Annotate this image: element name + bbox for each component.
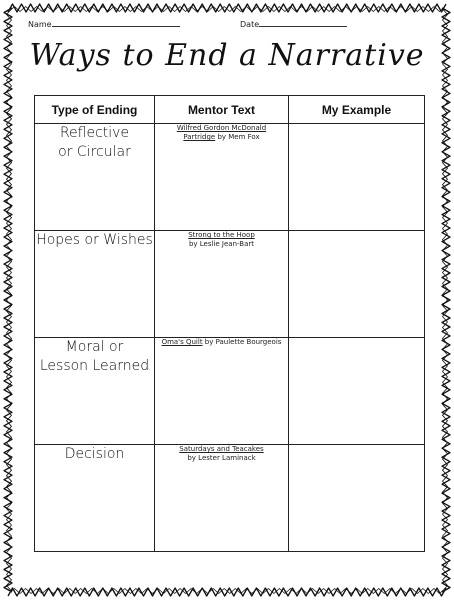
mentor-cell	[155, 338, 289, 445]
mentor-title: Wilfred Gordon McDonald	[176, 124, 267, 132]
name-field[interactable]	[28, 18, 180, 29]
type-cell	[35, 231, 155, 338]
type-cell	[35, 445, 155, 552]
date-field[interactable]	[240, 18, 347, 29]
type-text: Hopes or Wishes	[36, 232, 153, 248]
table-row	[35, 445, 425, 552]
example-cell[interactable]	[289, 338, 425, 445]
table-row	[35, 338, 425, 445]
example-cell[interactable]	[289, 445, 425, 552]
date-underline	[259, 18, 347, 27]
mentor-title: Oma's Quilt	[161, 338, 203, 346]
column-header-example: My Example	[289, 96, 425, 124]
example-cell[interactable]	[289, 231, 425, 338]
mentor-author: by Mem Fox	[217, 133, 260, 141]
date-label: Date	[240, 20, 260, 29]
mentor-title: Saturdays and Teacakes	[179, 445, 264, 453]
type-text: or Circular	[58, 144, 131, 160]
type-cell	[35, 338, 155, 445]
type-text: Decision	[64, 446, 125, 462]
type-text: Lesson Learned	[39, 358, 150, 374]
name-label: Name	[28, 20, 52, 29]
table-row	[35, 231, 425, 338]
mentor-cell	[155, 231, 289, 338]
name-underline	[52, 18, 180, 27]
mentor-cell	[155, 124, 289, 231]
type-text: Moral or	[65, 339, 124, 355]
mentor-cell	[155, 445, 289, 552]
mentor-title: Strong to the Hoop	[188, 231, 255, 239]
mentor-author: by Leslie Jean-Bart	[188, 240, 255, 248]
column-header-mentor: Mentor Text	[155, 96, 289, 124]
table-row	[35, 124, 425, 231]
mentor-author: by Lester Laminack	[187, 454, 256, 462]
mentor-author: by Paulette Bourgeois	[204, 338, 282, 346]
endings-table	[34, 95, 425, 552]
column-header-type: Type of Ending	[35, 96, 155, 124]
type-cell	[35, 124, 155, 231]
mentor-title: Partridge	[183, 133, 216, 141]
type-text: Reflective	[59, 125, 130, 141]
header-row	[35, 96, 425, 124]
example-cell[interactable]	[289, 124, 425, 231]
page-title: Ways to End a Narrative	[29, 38, 425, 73]
